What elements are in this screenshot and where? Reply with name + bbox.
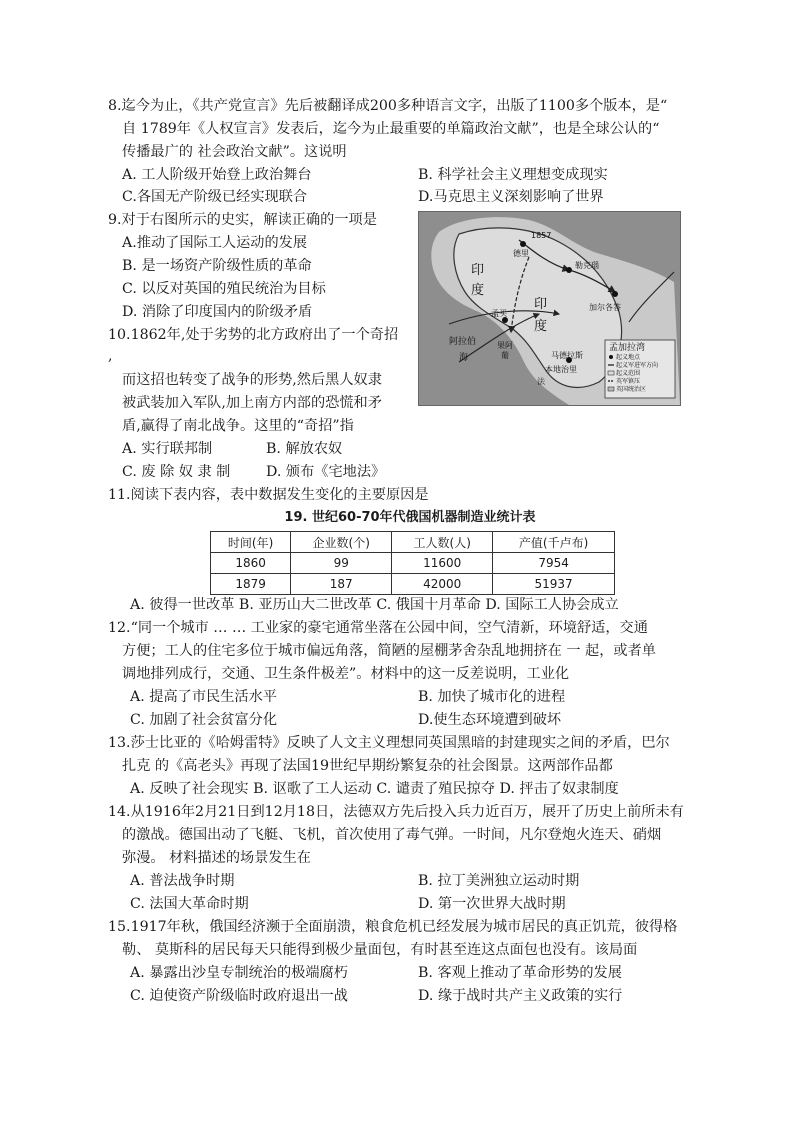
table-cell: 11600 — [392, 553, 493, 574]
q13-stem-line-1: 13.莎士比亚的《哈姆雷特》反映了人文主义理想同英国黑暗的封建现实之间的矛盾，巴尔 — [108, 735, 670, 751]
q9-stem: 9.对于右图所示的史实，解读正确的一项是 — [108, 212, 377, 228]
table-row — [211, 574, 615, 595]
q8-stem-line-1: 8.迄今为止，《共产党宣言》先后被翻译成200多种语言文字，出版了1100多个版本，是“ — [108, 98, 668, 114]
map-label-delhi: 德里 — [513, 249, 529, 258]
q10-stem-line-2: 而这招也转变了战争的形势,然后黑人奴隶 — [122, 372, 382, 388]
q8-stem-line-2: 自 1789年《人权宣言》发表后，迄今为止最重要的单篇政治文献”，也是全球公认的“ — [122, 121, 660, 137]
q12-option-b: B. 加快了城市化的进程 — [418, 689, 566, 705]
q8-stem-line-3: 传播最广的 社会政治文献”。这说明 — [122, 144, 347, 160]
q10-option-c: C. 废 除 奴 隶 制 — [122, 464, 231, 480]
q8-option-c: C.各国无产阶级已经实现联合 — [122, 189, 308, 205]
table-header-cell: 产值(千卢布) — [493, 532, 615, 553]
q12-stem-line-3: 调地排列成行，交通、卫生条件极差”。材料中的这一反差说明，工业化 — [122, 666, 570, 682]
q15-option-c: C. 迫使资产阶级临时政府退出一战 — [130, 988, 348, 1004]
q12-option-a: A. 提高了市民生活水平 — [130, 689, 277, 705]
map-label-arabia: 阿拉伯 — [449, 337, 477, 347]
q11-stat-table — [210, 531, 615, 595]
map-label-bengal-bay: 孟加拉湾 — [609, 343, 646, 353]
q15-option-d: D. 缘于战时共产主义政策的实行 — [418, 988, 623, 1004]
q10-stem-line-1: 10.1862年,处于劣势的北方政府出了一个奇招 — [108, 327, 399, 343]
q12-stem-line-1: 12.“同一个城市 … … 工业家的豪宅通常坐落在公园中间，空气清新，环境舒适，交通 — [108, 620, 648, 636]
q10-stem-line-4: 盾,赢得了南北战争。这里的“奇招”指 — [122, 418, 354, 434]
map-label-india: 度 — [534, 319, 548, 334]
map-label-india: 印 — [471, 263, 485, 278]
q14-stem-line-1: 14.从1916年2月21日到12月18日，法德双方先后投入兵力近百万，展开了历史上前所未有 — [108, 804, 684, 820]
india-uprising-map — [418, 211, 681, 406]
table-cell: 42000 — [392, 574, 493, 595]
q15-option-b: B. 客观上推动了革命形势的发展 — [418, 965, 622, 981]
q9-option-d: D. 消除了印度国内的阶级矛盾 — [122, 304, 313, 320]
q8-option-b: B. 科学社会主义理想变成现实 — [418, 167, 608, 183]
table-cell: 1860 — [211, 553, 291, 574]
q15-stem-line-2: 勒、 莫斯科的居民每天只能得到极少量面包，有时甚至连这点面包也没有。该局面 — [122, 942, 638, 958]
map-label-goa: 果阿 — [497, 341, 513, 350]
city-dot — [566, 267, 572, 273]
map-label-lucknow: 勒克瑙 — [575, 261, 599, 270]
map-label-france: 法 — [537, 377, 545, 386]
q11-table-title: 19. 世纪60-70年代俄国机器制造业统计表 — [284, 510, 536, 525]
city-dot — [612, 291, 618, 297]
table-row — [211, 553, 615, 574]
table-header-row — [211, 532, 615, 553]
q11-stem: 11.阅读下表内容，表中数据发生变化的主要原因是 — [108, 487, 429, 503]
q14-stem-line-2: 的激战。德国出动了飞艇、飞机，首次使用了毒气弹。一时间，凡尔登炮火连天、硝烟 — [122, 827, 662, 843]
table-cell: 51937 — [493, 574, 615, 595]
map-label-madras: 马德拉斯 — [551, 351, 583, 360]
table-cell: 187 — [291, 574, 392, 595]
q13-options: A. 反映了社会现实 B. 讴歌了工人运动 C. 谴责了殖民掠夺 D. 抨击了奴隶制度 — [130, 781, 619, 797]
table-cell: 7954 — [493, 553, 615, 574]
q11-options: A. 彼得一世改革 B. 亚历山大二世改革 C. 俄国十月革命 D. 国际工人协会成立 — [130, 597, 619, 613]
legend-item: 英国统治区 — [616, 386, 647, 393]
q14-option-b: B. 拉丁美洲独立运动时期 — [418, 873, 580, 889]
q8-option-a: A. 工人阶级开始登上政治舞台 — [122, 167, 312, 183]
q10-option-b: B. 解放农奴 — [266, 441, 343, 457]
q15-option-a: A. 暴露出沙皇专制统治的极端腐朽 — [130, 965, 348, 981]
city-dot — [520, 241, 526, 247]
map-graphic — [419, 212, 680, 405]
q12-stem-line-2: 方便；工人的住宅多位于城市偏远角落，简陋的屋棚茅舍杂乱地拥挤在 一 起，或者单 — [122, 643, 656, 659]
q8-option-d: D.马克思主义深刻影响了世界 — [418, 189, 604, 205]
q14-option-a: A. 普法战争时期 — [130, 873, 235, 889]
legend-item: 英军镇压 — [616, 378, 641, 385]
map-label-sea: 海 — [459, 353, 469, 363]
legend-item: 起义军进军方向 — [616, 362, 659, 369]
q14-option-c: C. 法国大革命时期 — [130, 896, 249, 912]
q9-option-b: B. 是一场资产阶级性质的革命 — [122, 258, 312, 274]
q9-option-a: A.推动了国际工人运动的发展 — [122, 235, 308, 251]
table-header-cell: 企业数(个) — [291, 532, 392, 553]
table-header-cell: 时间(年) — [211, 532, 291, 553]
q14-stem-line-3: 弥漫。 材料描述的场景发生在 — [122, 850, 311, 866]
q9-option-c: C. 以反对英国的殖民统治为目标 — [122, 281, 326, 297]
table-cell: 99 — [291, 553, 392, 574]
map-label-calcutta: 加尔各答 — [589, 303, 621, 312]
map-label-mumbai: 孟买 — [491, 309, 507, 318]
table-cell: 1879 — [211, 574, 291, 595]
map-label-pondicherry: 本地治里 — [545, 365, 577, 374]
q12-option-c: C. 加剧了社会贫富分化 — [130, 712, 278, 728]
q10-stem-line-3: 被武装加入军队,加上南方内部的恐慌和矛 — [122, 395, 382, 411]
q12-option-d: D.使生态环境遭到破坏 — [418, 712, 562, 728]
q14-option-d: D. 第一次世界大战时期 — [418, 896, 566, 912]
legend-item: 起义范围 — [616, 370, 641, 377]
map-label-india: 印 — [534, 297, 548, 312]
map-label-portuguese: 葡 — [501, 351, 509, 360]
q13-stem-line-2: 扎克 的《高老头》再现了法国19世纪早期纷繁复杂的社会图景。这两部作品都 — [122, 758, 613, 774]
q15-stem-line-1: 15.1917年秋，俄国经济濒于全面崩溃，粮食危机已经发展为城市居民的真正饥荒，彼得格 — [108, 919, 678, 935]
map-label-year: 1857 — [531, 231, 552, 240]
legend-item: 起义地点 — [616, 354, 641, 361]
table-header-cell: 工人数(人) — [392, 532, 493, 553]
q10-option-a: A. 实行联邦制 — [122, 441, 213, 457]
q10-stem-line-1b: , — [108, 348, 113, 364]
map-label-india: 度 — [471, 283, 485, 298]
q10-option-d: D. 颁布《宅地法》 — [266, 464, 386, 480]
